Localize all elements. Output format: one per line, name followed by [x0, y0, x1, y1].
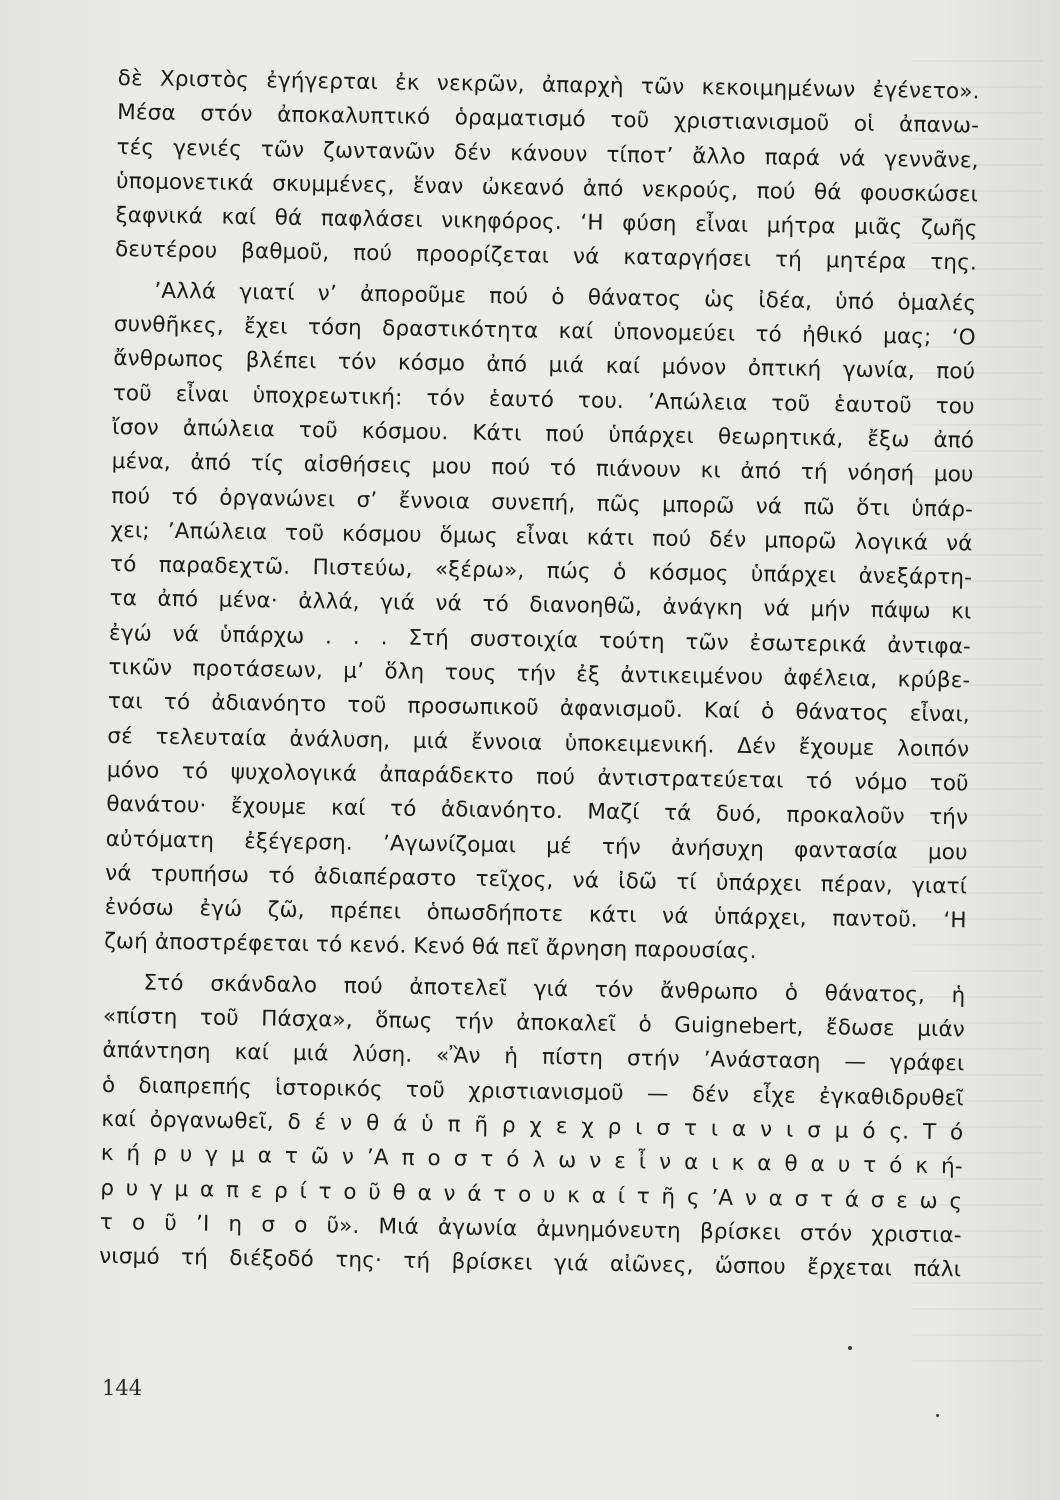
- text-line: ’Αλλά γιατί ν’ ἀποροῦμε πού ὁ θάνατος ὡς ἰδέα, ὑπό ὁμαλές: [154, 278, 977, 317]
- text-line: ρ υ γ μ α π ε ρ ί τ ο ῦ θ α ν ά τ ο υ κ α ί τ ῆ ς ’Α ν α σ τ ά σ ε ω ς: [100, 1175, 963, 1214]
- text-line: ζωή ἀποστρέφεται τό κενό. Κενό θά πεῖ ἄρνηση παρουσίας.: [103, 929, 757, 965]
- text-line: ἴσον ἀπώλεια τοῦ κόσμου. Κάτι πού ὑπάρχει θεωρητικά, ἔξω ἀπό: [112, 414, 975, 454]
- text-line: ἐγώ νά ὑπάρχω . . . Στή συστοιχία τούτη τῶν ἐσωτερικά ἀντιφα-: [108, 620, 972, 660]
- text-line: κ ή ρ υ γ μ α τ ῶ ν ’Α π ο σ τ ό λ ω ν ε ἶ ν α ι κ α θ α υ τ ό κ ή-: [100, 1141, 963, 1180]
- text-line: «πίστη τοῦ Πάσχα», ὅπως τήν ἀποκαλεῖ ὁ Guignebert, ἔδωσε μιάν: [102, 1003, 966, 1043]
- body-text: [99, 62, 980, 1288]
- text-line: θανάτου· ἔχουμε καί τό ἀδιανόητο. Μαζί τά δυό, προκαλοῦν τήν: [106, 792, 969, 831]
- text-line: Μέσα στόν ἀποκαλυπτικό ὁραματισμό τοῦ χριστιανισμοῦ οἱ ἀπανω-: [117, 100, 980, 139]
- text-line: ἀπάντηση καί μιά λύση. «Ἂν ἡ πίστη στήν ’Ανάσταση — γράφει: [102, 1038, 965, 1077]
- text-line: νά τρυπήσω τό ἀδιαπέραστο τεῖχος, νά ἰδῶ τί ὑπάρχει πέραν, γιατί: [105, 860, 968, 900]
- text-line: χει; ’Απώλεια τοῦ κόσμου ὅμως εἶναι κάτι πού δέν μπορῶ λογικά νά: [110, 517, 973, 557]
- text-line: ὑπομονετικά σκυμμένες, ἕναν ὠκεανό ἀπό νεκρούς, πού θά φουσκώσει: [115, 168, 979, 208]
- text-line: ται τό ἀδιανόητο τοῦ προσωπικοῦ ἀφανισμοῦ. Καί ὁ θάνατος εἶναι,: [107, 689, 971, 728]
- text-line: νισμό τή διέξοδό της· τή βρίσκει γιά αἰῶνες, ὥσπου ἔρχεται πάλι: [99, 1243, 962, 1283]
- text-line: τές γενιές τῶν ζωντανῶν δέν κάνουν τίποτ’ ἄλλο παρά νά γεννᾶνε,: [116, 134, 979, 174]
- text-line: τ ο ῦ ’Ι η σ ο ῦ». Μιά ἀγωνία ἀμνημόνευτη βρίσκει στόν χριστια-: [99, 1209, 962, 1249]
- text-line: τα ἀπό μένα· ἀλλά, γιά νά τό διανοηθῶ, ἀνάγκη νά μήν πάψω κι: [109, 586, 972, 625]
- text-line: δευτέρου βαθμοῦ, πού προορίζεται νά καταργήσει τή μητέρα της.: [114, 237, 978, 276]
- text-line: Στό σκάνδαλο πού ἀποτελεῖ γιά τόν ἄνθρωπο ὁ θάνατος, ἡ: [143, 970, 966, 1009]
- text-line: σέ τελευταία ἀνάλυση, μιά ἔννοια ὑποκειμενική. Δέν ἔχουμε λοιπόν: [107, 723, 970, 763]
- text-line: αὐτόματη ἐξέγερση. ’Αγωνίζομαι μέ τήν ἀνήσυχη φαντασία μου: [105, 826, 968, 865]
- text-line: δὲ Χριστὸς ἐγήγερται ἐκ νεκρῶν, ἀπαρχὴ τῶν κεκοιμημένων ἐγένετο».: [117, 65, 980, 105]
- text-line: καί ὀργανωθεῖ, δ έ ν θ ά ὑ π ῆ ρ χ ε χ ρ ι σ τ ι α ν ι σ μ ό ς. Τ ό: [101, 1106, 964, 1146]
- text-line: τικῶν προτάσεων, μ’ ὅλη τους τήν ἐξ ἀντικειμένου ἀφέλεια, κρύβε-: [108, 654, 971, 694]
- text-line: ξαφνικά καί θά παφλάσει νικηφόρος. ‘Η φύση εἶναι μήτρα μιᾶς ζωῆς: [115, 203, 978, 242]
- text-line: μένα, ἀπό τίς αἰσθήσεις μου πού τό πιάνουν κι ἀπό τή νόησή μου: [111, 449, 974, 488]
- text-line: ἐνόσω ἐγώ ζῶ, πρέπει ὁπωσδήποτε κάτι νά ὑπάρχει, παντοῦ. ‘Η: [104, 895, 967, 934]
- page-number: 144: [102, 1376, 143, 1400]
- text-line: πού τό ὀργανώνει σ’ ἔννοια συνεπή, πῶς μπορῶ νά πῶ ὅτι ὑπάρ-: [110, 483, 974, 523]
- text-line: τοῦ εἶναι ὑποχρεωτική: τόν ἑαυτό του. ’Απώλεια τοῦ ἑαυτοῦ του: [112, 380, 975, 420]
- text-line: ὁ διαπρεπής ἱστορικός τοῦ χριστιανισμοῦ — δέν εἶχε ἐγκαθιδρυθεῖ: [101, 1072, 965, 1112]
- print-speck: [848, 1346, 852, 1350]
- text-line: μόνο τό ψυχολογικά ἀπαράδεκτο πού ἀντιστρατεύεται τό νόμο τοῦ: [106, 757, 969, 797]
- print-speck: [936, 1414, 939, 1417]
- text-line: τό παραδεχτῶ. Πιστεύω, «ξέρω», πώς ὁ κόσμος ὑπάρχει ἀνεξάρτη-: [109, 552, 973, 591]
- text-line: ἄνθρωπος βλέπει τόν κόσμο ἀπό μιά καί μόνον ὀπτική γωνία, πού: [113, 346, 976, 385]
- text-line: συνθῆκες, ἔχει τόση δραστικότητα καί ὑπονομεύει τό ἠθικό μας; ‘Ο: [113, 312, 976, 351]
